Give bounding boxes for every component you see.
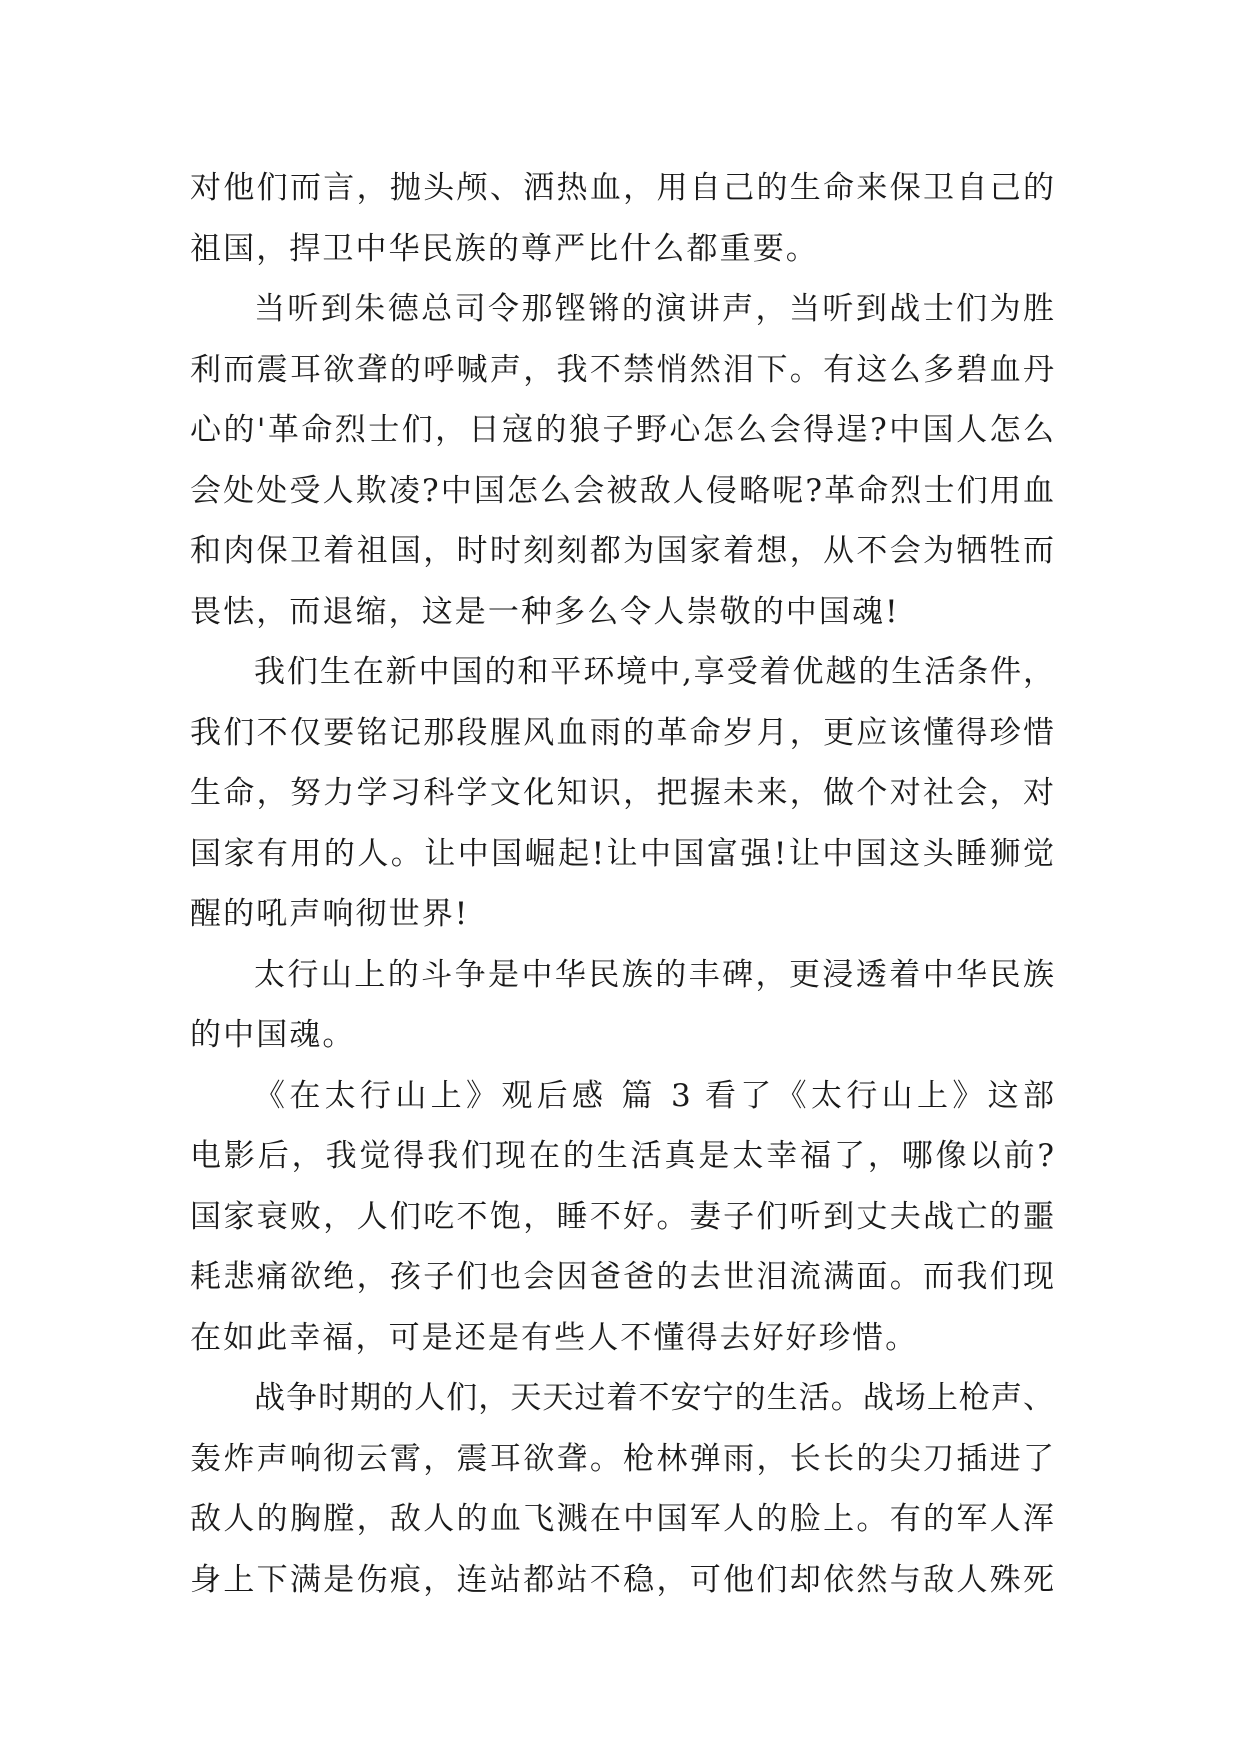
text-line: 祖国，捍卫中华民族的尊严比什么都重要。 xyxy=(190,230,819,267)
text-line: 畏怯，而退缩，这是一种多么令人崇敬的中国魂! xyxy=(190,593,900,630)
text-line: 国家衰败，人们吃不饱，睡不好。妻子们听到丈夫战亡的噩 xyxy=(190,1198,1054,1235)
text-line: 和肉保卫着祖国，时时刻刻都为国家着想，从不会为牺牲而 xyxy=(190,533,1054,569)
text-line: 在如此幸福，可是还是有些人不懂得去好好珍惜。 xyxy=(190,1319,919,1356)
text-line: 耗悲痛欲绝，孩子们也会因爸爸的去世泪流满面。而我们现 xyxy=(190,1259,1054,1295)
text-line: 利而震耳欲聋的呼喊声，我不禁悄然泪下。有这么多碧血丹 xyxy=(190,351,1054,388)
document-body xyxy=(190,158,1054,1610)
text-line: 生命，努力学习科学文化知识，把握未来，做个对社会，对 xyxy=(190,775,1054,811)
text-line: 战争时期的人们，天天过着不安宁的生活。战场上枪声、 xyxy=(254,1380,1054,1416)
text-line: 身上下满是伤痕，连站都站不稳，可他们却依然与敌人殊死 xyxy=(190,1561,1054,1598)
text-line: 电影后，我觉得我们现在的生活真是太幸福了，哪像以前? xyxy=(190,1138,1054,1174)
text-line: 我们不仅要铭记那段腥风血雨的革命岁月，更应该懂得珍惜 xyxy=(190,714,1054,751)
text-line: 太行山上的斗争是中华民族的丰碑，更浸透着中华民族 xyxy=(254,956,1054,993)
text-line: 当听到朱德总司令那铿锵的演讲声，当听到战士们为胜 xyxy=(254,291,1054,327)
text-line: 心的'革命烈士们，日寇的狼子野心怎么会得逞?中国人怎么 xyxy=(190,412,1054,448)
text-line: 我们生在新中国的和平环境中,享受着优越的生活条件， xyxy=(254,654,1054,690)
text-line: 对他们而言，抛头颅、洒热血，用自己的生命来保卫自己的 xyxy=(190,170,1054,206)
text-line: 国家有用的人。让中国崛起!让中国富强!让中国这头睡狮觉 xyxy=(190,835,1054,872)
text-line: 的中国魂。 xyxy=(190,1017,356,1053)
text-line: 会处处受人欺凌?中国怎么会被敌人侵略呢?革命烈士们用血 xyxy=(190,472,1054,509)
text-line: 醒的吼声响彻世界! xyxy=(190,896,470,932)
section-heading-line: 《在太行山上》观后感 篇 3 看了《太行山上》这部 xyxy=(254,1077,1054,1114)
text-line: 敌人的胸膛，敌人的血飞溅在中国军人的脸上。有的军人浑 xyxy=(190,1501,1054,1537)
text-line: 轰炸声响彻云霄，震耳欲聋。枪林弹雨，长长的尖刀插进了 xyxy=(190,1440,1054,1477)
